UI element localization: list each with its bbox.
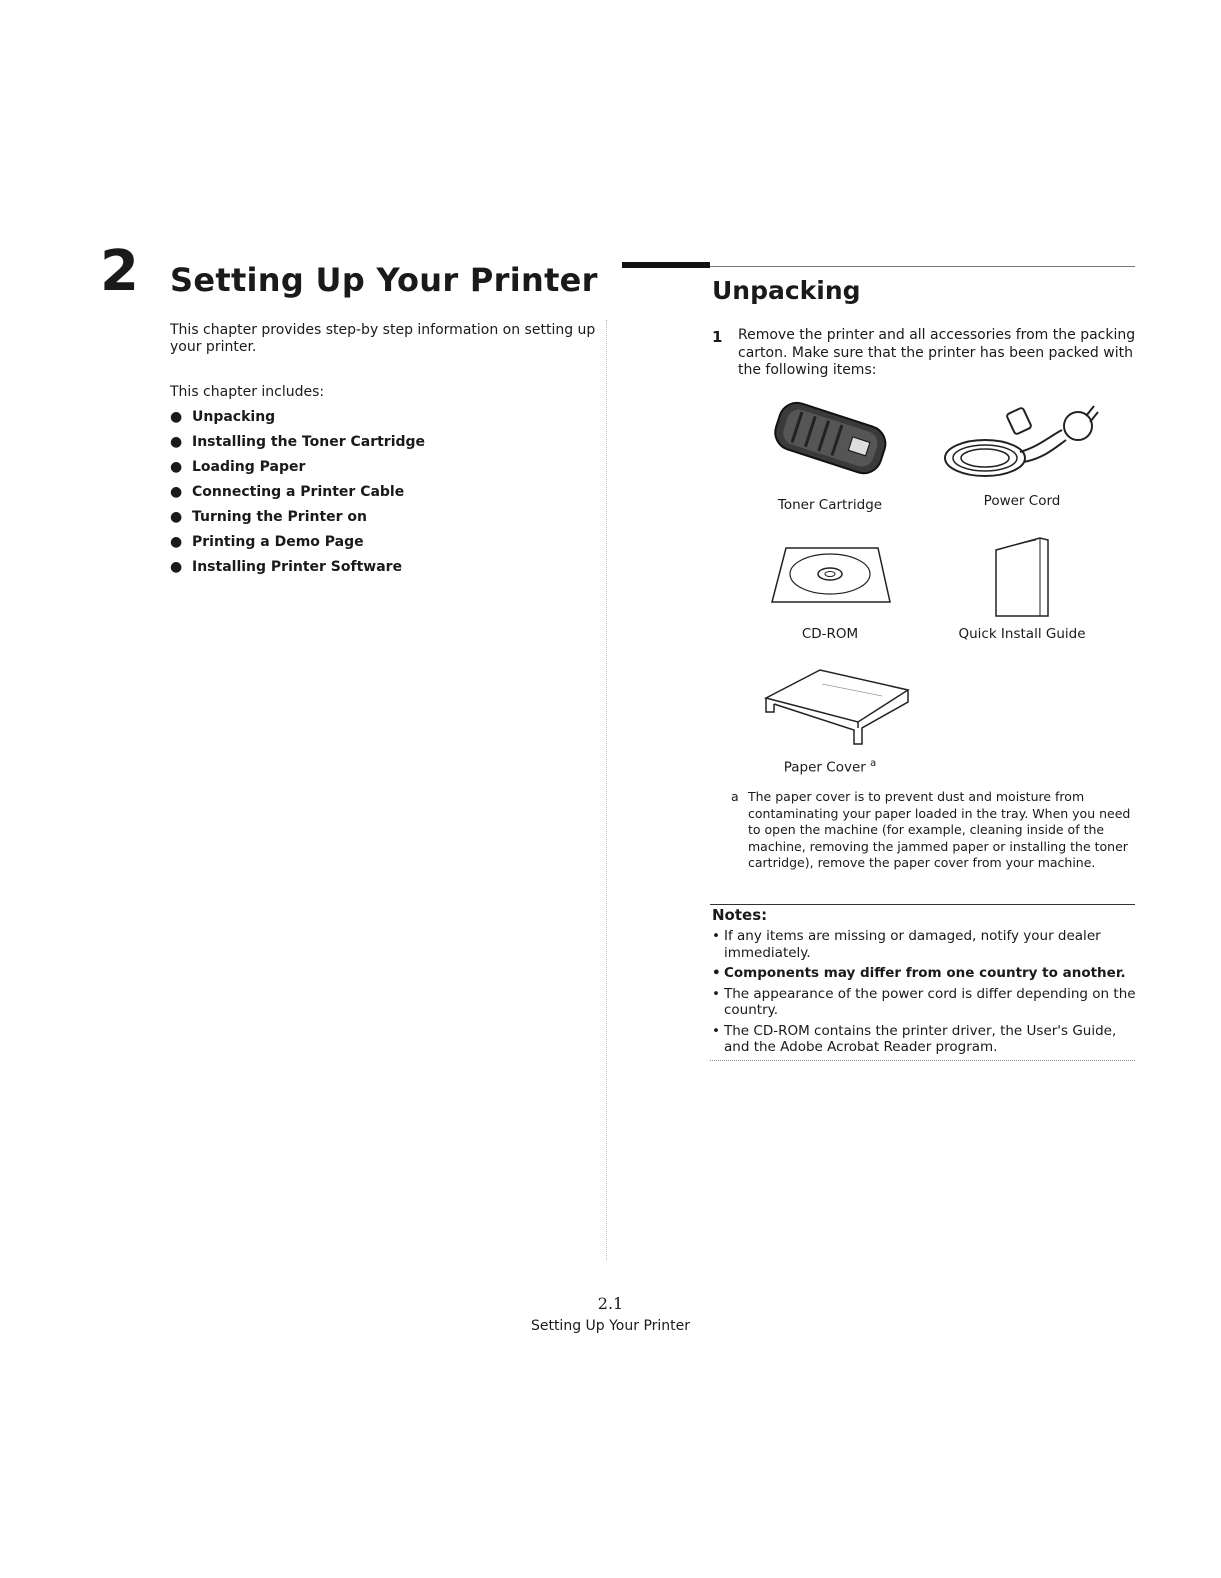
notes-rule xyxy=(710,904,1135,905)
note-item: • The appearance of the power cord is differ depending on the country. xyxy=(712,986,1137,1019)
step-text: Remove the printer and all accessories from the packing carton. Make sure that the printer has been packed with the following items: xyxy=(738,327,1136,378)
topic-item[interactable] xyxy=(170,556,425,581)
bullet-icon: ● xyxy=(170,484,183,500)
topic-label: Installing the Toner Cartridge xyxy=(192,434,426,450)
step-number: 1 xyxy=(712,328,723,346)
note-item: • If any items are missing or damaged, notify your dealer immediately. xyxy=(712,928,1137,961)
bullet-icon: ● xyxy=(170,534,183,550)
item-caption: Power Cord xyxy=(983,493,1061,509)
chapter-topic-list xyxy=(170,406,425,581)
bullet-icon: ● xyxy=(170,434,183,450)
topic-item[interactable] xyxy=(170,481,425,506)
item-caption: CD-ROM xyxy=(801,626,859,642)
item-caption: Toner Cartridge xyxy=(777,497,883,513)
column-divider xyxy=(606,320,607,1260)
item-caption xyxy=(730,758,930,776)
item-caption-text: Paper Cover xyxy=(783,759,866,776)
topic-label: Connecting a Printer Cable xyxy=(192,484,405,500)
page-number: 2.1 xyxy=(597,1294,624,1313)
topic-label: Unpacking xyxy=(192,409,276,425)
topic-item[interactable] xyxy=(170,431,425,456)
chapter-title: Setting Up Your Printer xyxy=(170,261,598,299)
bullet-icon: ● xyxy=(170,459,183,475)
item-caption: Quick Install Guide xyxy=(958,626,1086,642)
toner-cartridge-icon xyxy=(765,392,895,487)
footnote-text: The paper cover is to prevent dust and moisture from contaminating your paper loaded in the tray. When you need to open the machine (for example, cleaning inside of the machine, removing the jammed paper or installing the toner cartridge), remove the paper cover from your machine. xyxy=(748,789,1131,870)
notes-title: Notes: xyxy=(712,906,768,924)
chapter-includes-label: This chapter includes: xyxy=(170,384,325,400)
topic-item[interactable] xyxy=(170,531,425,556)
booklet-icon xyxy=(990,536,1052,622)
section-rule-thin xyxy=(710,266,1135,267)
topic-item[interactable] xyxy=(170,456,425,481)
bullet-icon: ● xyxy=(170,409,183,425)
topic-label: Printing a Demo Page xyxy=(192,534,364,550)
chapter-intro: This chapter provides step-by step information on setting up your printer. xyxy=(170,322,596,355)
footnote-mark: a xyxy=(731,789,739,804)
section-rule-thick xyxy=(622,262,710,268)
note-item: • The CD-ROM contains the printer driver, the User's Guide, and the Adobe Acrobat Reader program. xyxy=(712,1023,1137,1056)
chapter-number: 2 xyxy=(100,239,139,304)
topic-label: Loading Paper xyxy=(192,459,306,475)
notes-bottom-rule xyxy=(710,1060,1135,1061)
topic-label: Installing Printer Software xyxy=(192,559,403,575)
topic-item[interactable] xyxy=(170,506,425,531)
topic-item[interactable] xyxy=(170,406,425,431)
paper-cover-icon xyxy=(762,664,910,748)
footnote-ref[interactable]: a xyxy=(870,758,877,769)
topic-label: Turning the Printer on xyxy=(192,509,368,525)
power-cord-icon xyxy=(940,396,1100,486)
footnote xyxy=(731,789,1131,872)
bullet-icon: ● xyxy=(170,509,183,525)
notes-list xyxy=(712,928,1137,1060)
footer-chapter-title: Setting Up Your Printer xyxy=(530,1318,691,1334)
cd-rom-icon xyxy=(770,546,892,604)
bullet-icon: ● xyxy=(170,559,183,575)
section-title: Unpacking xyxy=(712,276,861,305)
note-item: • Components may differ from one country to another. xyxy=(712,965,1137,982)
